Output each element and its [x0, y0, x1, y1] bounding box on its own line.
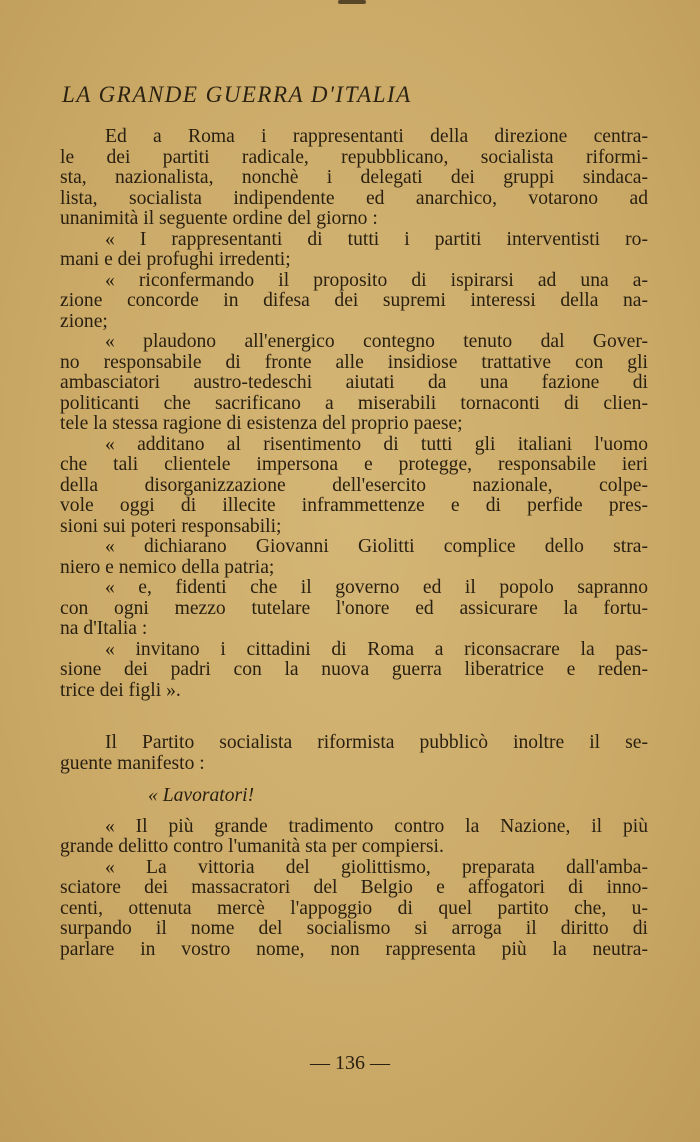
text-line: che tali clientele impersona e protegge, responsabile ieri: [60, 455, 648, 475]
paragraph: [60, 271, 648, 333]
text-line: « riconfermando il proposito di ispirarsi ad una a-: [105, 270, 648, 291]
text-line: centi, ottenuta mercè l'appoggio di quel partito che, u-: [60, 898, 648, 919]
paragraph: [60, 640, 648, 702]
text-line: « dichiarano Giovanni Giolitti complice dello stra-: [105, 537, 648, 557]
text-line: « I rappresentanti di tutti i partiti interventisti ro-: [105, 229, 648, 250]
text-line: le dei partiti radicale, repubblicano, socialista riformi-: [60, 147, 648, 168]
paragraph: [60, 332, 648, 435]
text-line: sioni sui poteri responsabili;: [60, 516, 282, 537]
text-line: zione;: [60, 311, 108, 332]
section-gap-small: [60, 721, 648, 733]
paragraph: [60, 858, 648, 961]
text-line: Ed a Roma i rappresentanti della direzione centra-: [105, 127, 648, 147]
page-body: [60, 127, 648, 960]
text-line: mani e dei profughi irredenti;: [60, 250, 291, 270]
text-line: sta, nazionalista, nonchè i delegati dei gruppi sindaca-: [60, 168, 648, 188]
text-line: no responsabile di fronte alle insidiose trattative con gli: [60, 352, 648, 373]
text-line: « additano al risentimento di tutti gli italiani l'uomo: [105, 434, 648, 455]
text-line: unanimità il seguente ordine del giorno :: [60, 209, 378, 229]
text-line: politicanti che sacrificano a miserabili tornaconti di clien-: [60, 393, 648, 414]
text-line: zione concorde in difesa dei supremi interessi della na-: [60, 291, 648, 311]
resolution-text: [60, 127, 648, 701]
text-line: « e, fidenti che il governo ed il popolo sapranno: [105, 578, 648, 598]
page-number: — 136 —: [310, 1052, 390, 1074]
paragraph: [60, 817, 648, 858]
print-blemish: [338, 0, 366, 4]
text-line: con ogni mezzo tutelare l'onore ed assicurare la fortu-: [60, 598, 648, 619]
paragraph-gap: [60, 807, 648, 817]
running-head: LA GRANDE GUERRA D'ITALIA: [62, 82, 412, 107]
text-line: « La vittoria del giolittismo, preparata dall'amba-: [105, 857, 648, 878]
manifesto-intro: [60, 733, 648, 774]
text-line: trice dei figli ».: [60, 680, 181, 701]
section-gap: [60, 701, 648, 721]
text-line: ambasciatori austro-tedeschi aiutati da una fazione di: [60, 373, 648, 393]
text-line: « invitano i cittadini di Roma a riconsacrare la pas-: [105, 639, 648, 660]
paragraph: [60, 578, 648, 640]
text-line: « plaudono all'energico contegno tenuto dal Gover-: [105, 332, 648, 352]
text-line: surpando il nome del socialismo si arroga il diritto di: [60, 919, 648, 939]
paragraph: [60, 537, 648, 578]
text-line: na d'Italia :: [60, 619, 148, 639]
text-line: guente manifesto :: [60, 753, 205, 774]
text-line: Il Partito socialista riformista pubblicò inoltre il se-: [105, 733, 648, 753]
text-line: tele la stessa ragione di esistenza del proprio paese;: [60, 414, 463, 434]
paragraph-gap: [60, 774, 648, 786]
text-line: della disorganizzazione dell'esercito nazionale, colpe-: [60, 475, 648, 496]
text-line: lista, socialista indipendente ed anarchico, votarono ad: [60, 188, 648, 209]
text-line: « Il più grande tradimento contro la Nazione, il più: [105, 816, 648, 837]
paragraph: [60, 127, 648, 230]
text-line: sciatore dei massacratori del Belgio e affogatori di inno-: [60, 878, 648, 898]
paragraph: [60, 230, 648, 271]
text-line: parlare in vostro nome, non rappresenta più la neutra-: [60, 939, 648, 960]
manifesto-salutation: « Lavoratori!: [148, 786, 255, 806]
text-line: niero e nemico della patria;: [60, 557, 275, 578]
paragraph: [60, 435, 648, 538]
text-line: sione dei padri con la nuova guerra liberatrice e reden-: [60, 660, 648, 680]
text-line: vole oggi di illecite inframmettenze e di perfide pres-: [60, 496, 648, 516]
manifesto-text: [60, 733, 648, 960]
text-line: grande delitto contro l'umanità sta per compiersi.: [60, 837, 444, 857]
